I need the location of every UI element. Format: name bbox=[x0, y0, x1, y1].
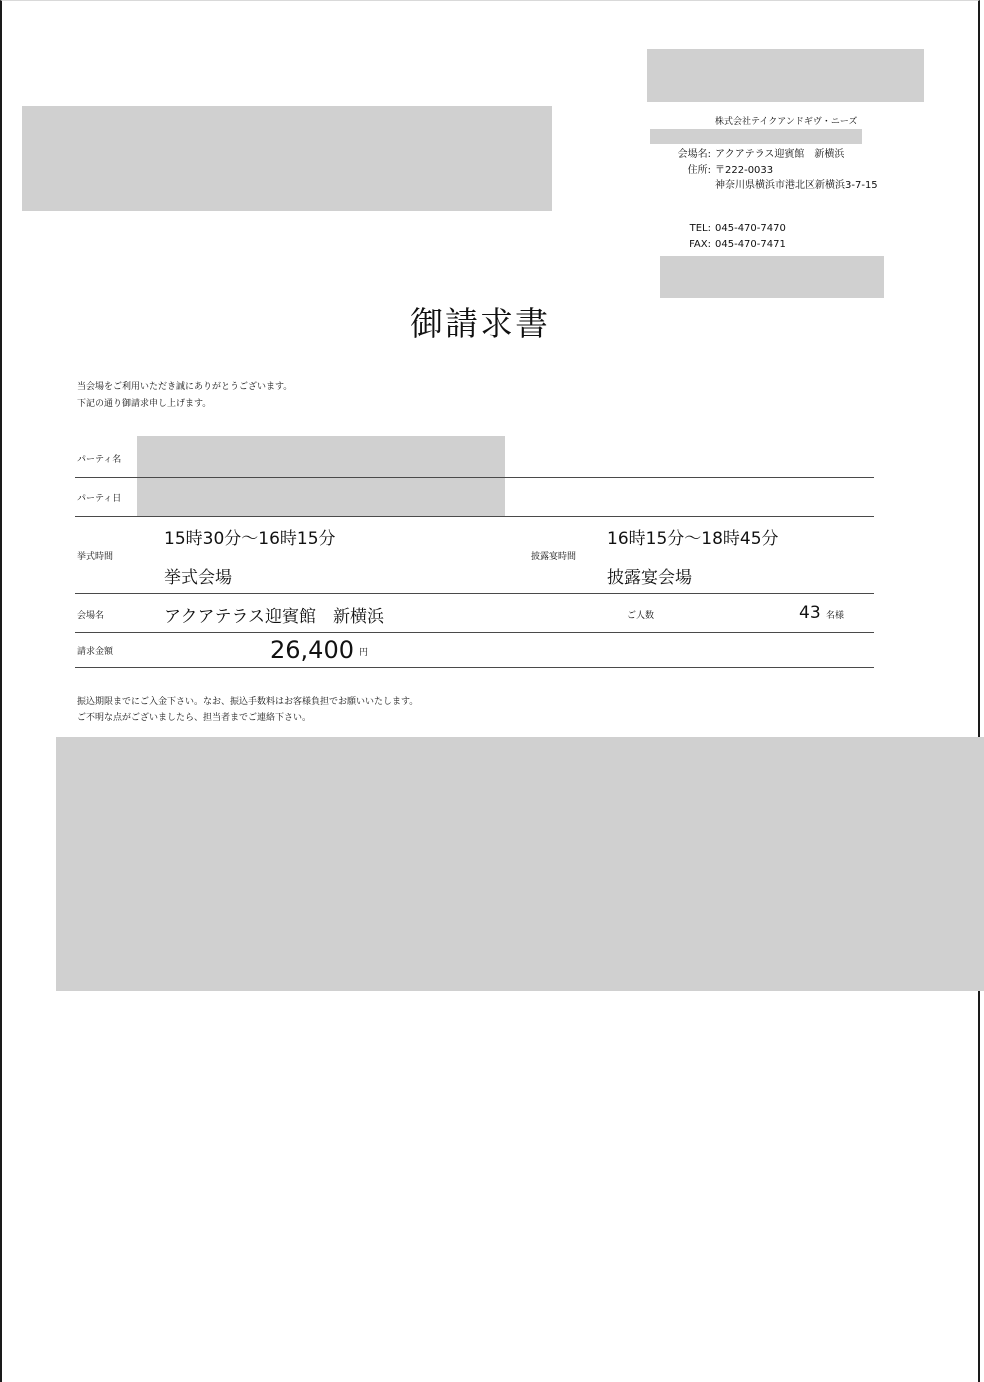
guests-count: 43 bbox=[799, 603, 821, 623]
sender-fax-row bbox=[673, 239, 786, 250]
redacted-block-party-info bbox=[137, 436, 505, 516]
amount-label: 請求金額 bbox=[77, 647, 114, 657]
reception-time: 16時15分〜18時45分 bbox=[607, 529, 779, 549]
sender-address-label: 住所: bbox=[687, 165, 711, 176]
venue-label: 会場名 bbox=[77, 611, 105, 621]
amount-value: 26,400 bbox=[270, 636, 354, 664]
sender-venue-name: アクアテラス迎賓館 新横浜 bbox=[715, 149, 845, 160]
redacted-block-remarks bbox=[56, 737, 984, 991]
redacted-block-stamp bbox=[660, 256, 884, 298]
table-rule bbox=[75, 516, 874, 517]
table-rule bbox=[75, 667, 874, 668]
sender-venue-row bbox=[673, 145, 844, 160]
greeting-line-2: 下記の通り御請求申し上げます。 bbox=[77, 399, 212, 409]
reception-time-label: 披露宴時間 bbox=[531, 552, 577, 562]
sender-tel-row bbox=[673, 223, 786, 234]
table-rule bbox=[75, 632, 874, 633]
ceremony-time: 15時30分〜16時15分 bbox=[164, 529, 336, 549]
sender-address: 神奈川県横浜市港北区新横浜3-7-15 bbox=[715, 180, 878, 191]
party-name-label: パーティ名 bbox=[77, 455, 122, 465]
sender-company: 株式会社テイクアンドギヴ・ニーズ bbox=[715, 117, 858, 127]
sender-fax: 045-470-7471 bbox=[715, 239, 786, 250]
note-line-1: 振込期限までにご入金下さい。なお、振込手数料はお客様負担でお願いいたします。 bbox=[77, 697, 419, 707]
ceremony-place: 挙式会場 bbox=[164, 568, 232, 588]
greeting-line-1: 当会場をご利用いただき誠にありがとうございます。 bbox=[77, 382, 293, 392]
venue-name: アクアテラス迎賓館 新横浜 bbox=[164, 607, 384, 627]
sender-postal: 〒222-0033 bbox=[715, 165, 774, 176]
sender-fax-label: FAX: bbox=[689, 239, 711, 250]
redacted-block-recipient bbox=[22, 106, 552, 211]
sender-venue-label: 会場名: bbox=[677, 149, 711, 160]
redacted-block-sender-line bbox=[650, 129, 862, 144]
guests-unit: 名様 bbox=[826, 611, 845, 621]
table-rule bbox=[75, 477, 874, 478]
note-line-2: ご不明な点がございましたら、担当者までご連絡下さい。 bbox=[77, 713, 312, 723]
sender-tel: 045-470-7470 bbox=[715, 223, 786, 234]
sender-address-row bbox=[673, 161, 773, 176]
ceremony-time-label: 挙式時間 bbox=[77, 552, 114, 562]
amount-unit: 円 bbox=[359, 648, 369, 658]
guests-label: ご人数 bbox=[627, 611, 655, 621]
redacted-block-logo bbox=[647, 49, 924, 102]
party-date-label: パーティ日 bbox=[77, 494, 122, 504]
table-rule bbox=[75, 593, 874, 594]
document-title: 御請求書 bbox=[410, 304, 550, 343]
sender-tel-label: TEL: bbox=[689, 223, 711, 234]
reception-place: 披露宴会場 bbox=[607, 568, 692, 588]
